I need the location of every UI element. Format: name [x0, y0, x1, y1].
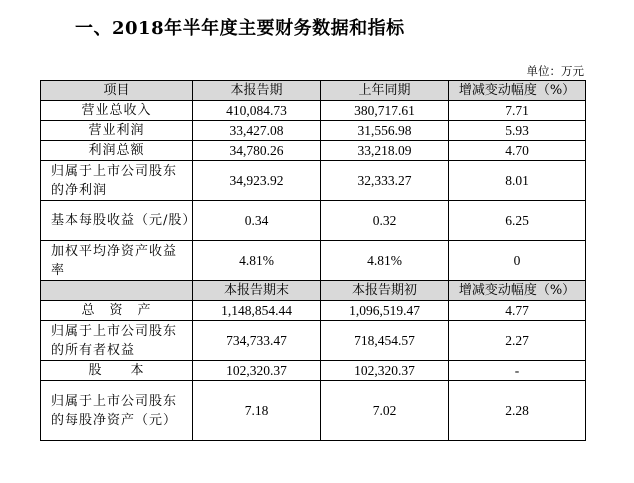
prior-value: 4.81%: [321, 241, 449, 281]
row-label: 利润总额: [41, 141, 193, 161]
prior-value: 33,218.09: [321, 141, 449, 161]
prior-value: 718,454.57: [321, 321, 449, 361]
change-value: 5.93: [449, 121, 586, 141]
current-value: 410,084.73: [193, 101, 321, 121]
row-label: 营业总收入: [41, 101, 193, 121]
change-value: 8.01: [449, 161, 586, 201]
table-row: [41, 241, 586, 281]
table-row: [41, 361, 586, 381]
change-value: 2.27: [449, 321, 586, 361]
current-value: 0.34: [193, 201, 321, 241]
current-value: 33,427.08: [193, 121, 321, 141]
current-value: 734,733.47: [193, 321, 321, 361]
header-current-period: 本报告期: [193, 81, 321, 101]
unit-note: 单位：万元: [526, 64, 584, 78]
financial-data-table: [40, 80, 586, 441]
change-value: -: [449, 361, 586, 381]
change-value: 4.70: [449, 141, 586, 161]
row-label: 营业利润: [41, 121, 193, 141]
current-value: 34,780.26: [193, 141, 321, 161]
current-value: 1,148,854.44: [193, 301, 321, 321]
prior-value: 0.32: [321, 201, 449, 241]
current-value: 7.18: [193, 381, 321, 441]
document-title: 一、2018年半年度主要财务数据和指标: [75, 18, 405, 39]
change-value: 0: [449, 241, 586, 281]
prior-value: 1,096,519.47: [321, 301, 449, 321]
row-label: 基本每股收益（元/股）: [41, 201, 193, 241]
change-value: 4.77: [449, 301, 586, 321]
change-value: 7.71: [449, 101, 586, 121]
table-row: [41, 321, 586, 361]
header-row-period: [41, 81, 586, 101]
prior-value: 32,333.27: [321, 161, 449, 201]
current-value: 102,320.37: [193, 361, 321, 381]
table-row: [41, 381, 586, 441]
current-value: 34,923.92: [193, 161, 321, 201]
row-label: 加权平均净资产收益率: [41, 241, 193, 281]
change-value: 6.25: [449, 201, 586, 241]
table-row: [41, 141, 586, 161]
header-item: 项目: [41, 81, 193, 101]
row-label: 归属于上市公司股东的所有者权益: [41, 321, 193, 361]
current-value: 4.81%: [193, 241, 321, 281]
prior-value: 7.02: [321, 381, 449, 441]
row-label: 股 本: [41, 361, 193, 381]
table-row: [41, 161, 586, 201]
change-value: 2.28: [449, 381, 586, 441]
table-row: [41, 101, 586, 121]
row-label: 总 资 产: [41, 301, 193, 321]
table-row: [41, 201, 586, 241]
header-change-pct: 增减变动幅度（%）: [449, 81, 586, 101]
row-label: 归属于上市公司股东的每股净资产（元）: [41, 381, 193, 441]
header-blank-cell: [41, 281, 193, 301]
prior-value: 380,717.61: [321, 101, 449, 121]
table-row: [41, 121, 586, 141]
header-prior-period: 上年同期: [321, 81, 449, 101]
row-label: 归属于上市公司股东的净利润: [41, 161, 193, 201]
prior-value: 31,556.98: [321, 121, 449, 141]
header-period-end: 本报告期末: [193, 281, 321, 301]
header-row-period-end: [41, 281, 586, 301]
table-row: [41, 301, 586, 321]
header-period-start: 本报告期初: [321, 281, 449, 301]
header-change-pct: 增减变动幅度（%）: [449, 281, 586, 301]
prior-value: 102,320.37: [321, 361, 449, 381]
